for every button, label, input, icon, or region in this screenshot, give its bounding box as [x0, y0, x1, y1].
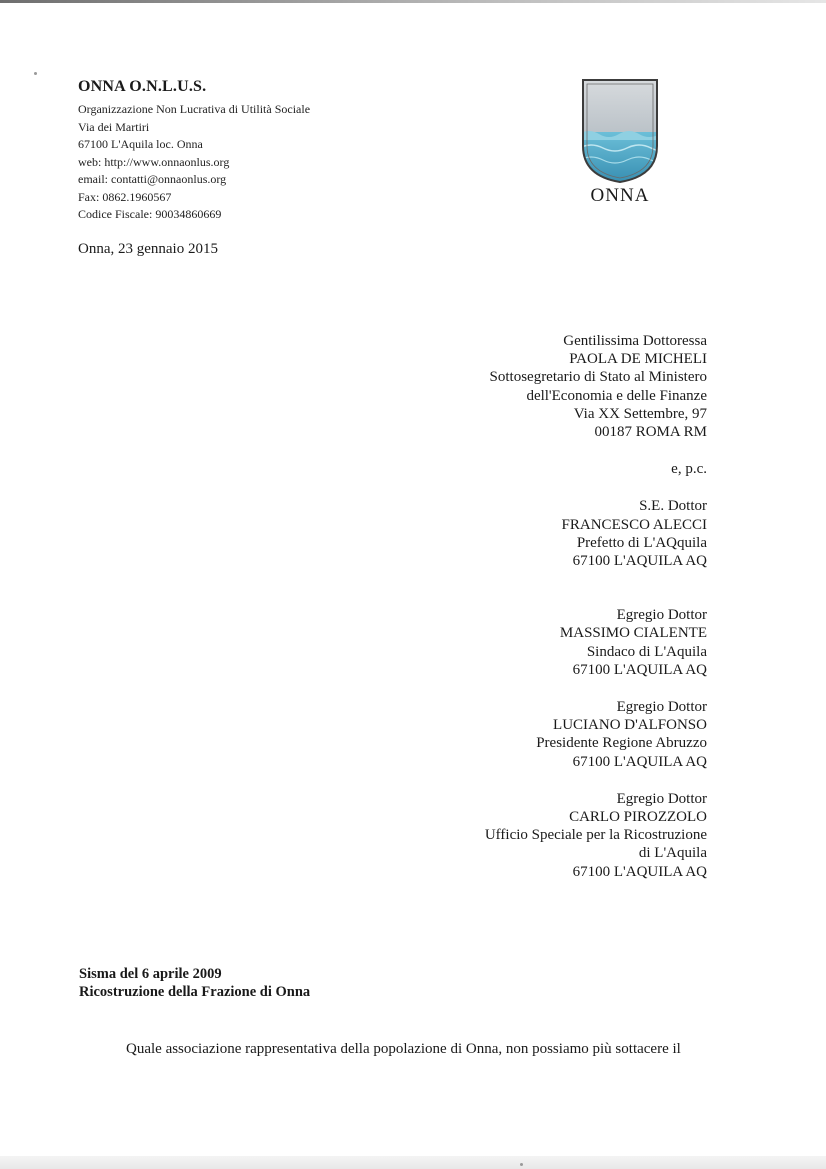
recipient-salutation: Egregio Dottor — [616, 607, 707, 624]
recipient-primary — [347, 332, 707, 441]
letterhead-web: web: http://www.onnaonlus.org — [78, 154, 230, 169]
org-name: ONNA O.N.L.U.S. — [78, 78, 207, 95]
scan-edge-top — [0, 0, 826, 3]
letter-date: Onna, 23 gennaio 2015 — [78, 241, 218, 257]
subject-line: Sisma del 6 aprile 2009 — [79, 966, 222, 982]
recipient-salutation: Egregio Dottor — [616, 699, 707, 716]
recipient-city: 67100 L'AQUILA AQ — [572, 553, 707, 570]
recipient-cc-sindaco — [347, 606, 707, 679]
recipient-name: CARLO PIROZZOLO — [569, 809, 707, 826]
letterhead-line: Via dei Martiri — [78, 119, 150, 134]
scan-edge-bottom — [0, 1156, 826, 1169]
subject-block — [79, 965, 310, 1001]
recipient-title: Ufficio Speciale per la Ricostruzione — [484, 827, 707, 844]
onna-crest-icon — [579, 76, 661, 186]
letterhead-fax: Fax: 0862.1960567 — [78, 189, 172, 204]
recipient-cc-usra — [347, 790, 707, 881]
cc-label — [347, 460, 707, 478]
recipient-name: FRANCESCO ALECCI — [561, 516, 707, 533]
cc-text: e, p.c. — [671, 461, 707, 478]
recipient-city: 67100 L'AQUILA AQ — [572, 661, 707, 678]
recipient-salutation: Egregio Dottor — [616, 790, 707, 807]
recipient-title: Presidente Regione Abruzzo — [536, 735, 707, 752]
recipient-address: Via XX Settembre, 97 — [573, 405, 707, 422]
recipient-title: dell'Economia e delle Finanze — [526, 387, 707, 404]
scan-speck — [34, 72, 37, 75]
crest-label: ONNA — [590, 185, 650, 206]
recipient-title: di L'Aquila — [638, 845, 707, 862]
recipient-city: 67100 L'AQUILA AQ — [572, 863, 707, 880]
recipient-title: Sindaco di L'Aquila — [586, 643, 707, 660]
recipient-salutation: S.E. Dottor — [639, 498, 707, 515]
letterhead — [78, 77, 408, 224]
addressee-list — [347, 332, 707, 881]
recipient-cc-presidente — [347, 698, 707, 771]
recipient-salutation: Gentilissima Dottoressa — [563, 333, 707, 349]
letterhead-email: email: contatti@onnaonlus.org — [78, 172, 227, 186]
recipient-name: LUCIANO D'ALFONSO — [553, 717, 707, 734]
recipient-city: 67100 L'AQUILA AQ — [572, 753, 707, 770]
recipient-name: MASSIMO CIALENTE — [559, 625, 707, 642]
recipient-title: Prefetto di L'AQquila — [576, 534, 707, 551]
recipient-title: Sottosegretario di Stato al Ministero — [489, 369, 707, 386]
recipient-cc-prefetto — [347, 497, 707, 570]
body-paragraph: Quale associazione rappresentativa della popolazione di Onna, non possiamo più sottacere il — [126, 1041, 681, 1057]
letterhead-line: 67100 L'Aquila loc. Onna — [78, 137, 203, 151]
letterhead-line: Organizzazione Non Lucrativa di Utilità Sociale — [78, 102, 311, 116]
letterhead-tax-code: Codice Fiscale: 90034860669 — [78, 207, 222, 221]
subject-line: Ricostruzione della Frazione di Onna — [79, 984, 311, 1000]
recipient-city: 00187 ROMA RM — [594, 424, 707, 441]
scan-speck — [520, 1163, 523, 1166]
recipient-name: PAOLA DE MICHELI — [569, 351, 707, 368]
